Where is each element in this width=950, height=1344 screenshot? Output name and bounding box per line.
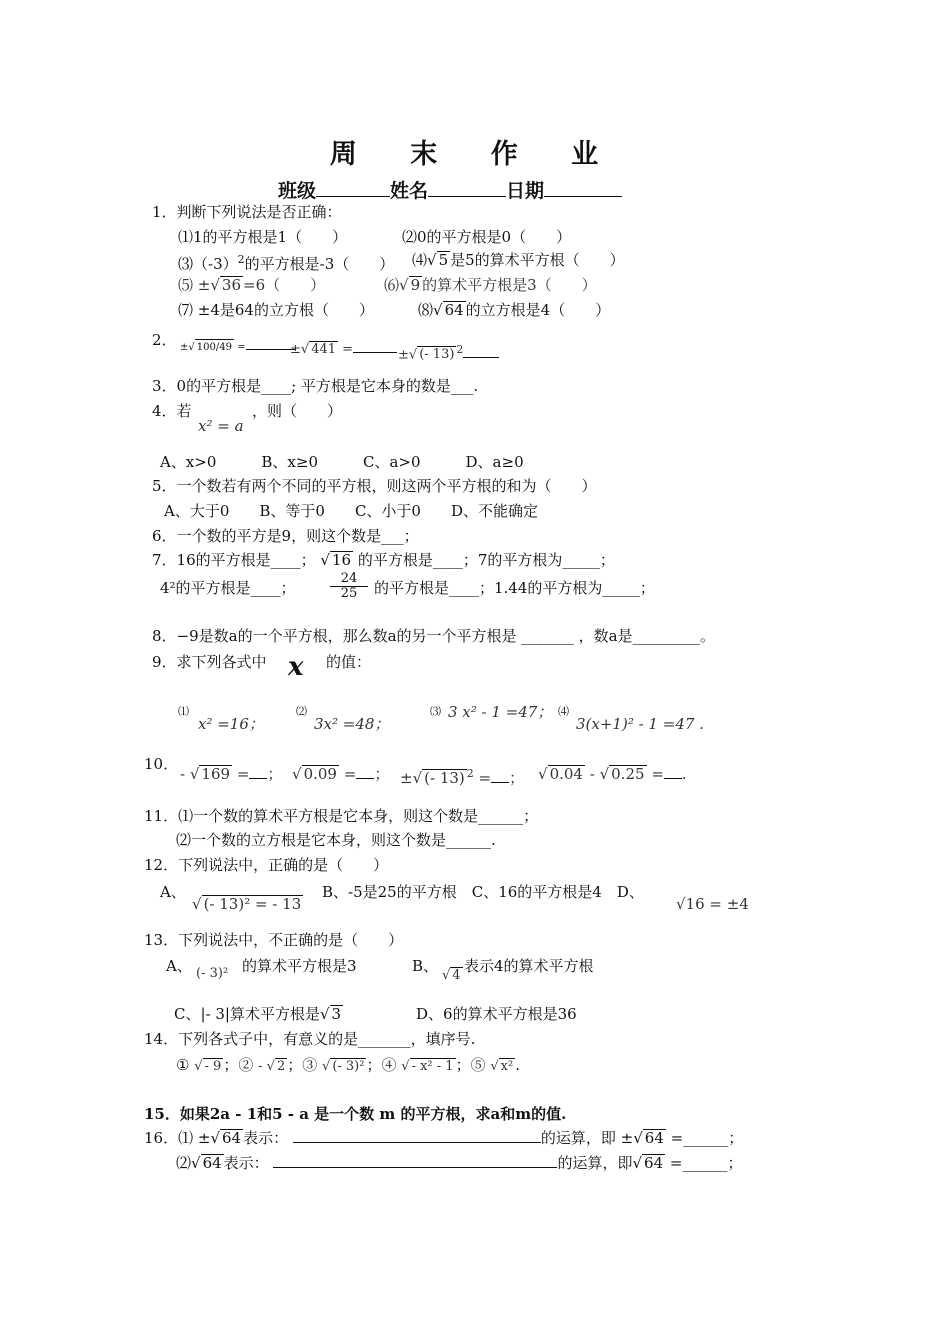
class-label: 班级 xyxy=(278,180,317,202)
q12-stem: 12．下列说法中，正确的是（ ） xyxy=(144,856,389,874)
q13-c: C、|- 3|算术平方根是√ 3 xyxy=(174,1005,342,1023)
q7-line1: 7．16的平方根是____； √ 16 的平方根是____；7的平方根为_____； xyxy=(152,551,615,569)
q16-b: ⑵√ 64 表示： 的运算，即√ 64 =______； xyxy=(176,1154,743,1172)
q3-text: 3．0的平方根是____; 平方根是它本身的数是___. xyxy=(152,377,479,395)
q5-stem: 5．一个数若有两个不同的平方根，则这两个平方根的和为（ ） xyxy=(152,477,597,495)
q11-a: 11．⑴一个数的算术平方根是它本身，则这个数是______； xyxy=(144,807,539,825)
q13-a-tail: 的算术平方根是3 xyxy=(242,957,357,975)
q14-stem: 14．下列各式子中，有意义的是_______，填序号. xyxy=(144,1030,476,1048)
q6-text: 6．一个数的平方是9，则这个数是___； xyxy=(152,527,419,545)
q1-s2: ⑵0的平方根是0（ ） xyxy=(402,228,572,246)
q1-s6: ⑹√ 9 的算术平方根是3（ ） xyxy=(384,276,597,294)
q1-s5: ⑸ ±√ 36 =6（ ） xyxy=(178,276,326,294)
q10-e2: √ 0.09 = ； xyxy=(292,765,390,783)
q14-options: ① √ - 9 ；② - √ 2 ；③ √ (- 3)² ；④ √ - x² - 1 ；⑤ √ x² . xyxy=(176,1056,520,1074)
q12-a: A、 xyxy=(160,883,186,901)
q4-stem: 4．若 xyxy=(152,402,192,420)
q1-s3: $⑶(-3)^2$的平方根是-3（ ） xyxy=(178,253,395,273)
q1-s1: ⑴1的平方根是1（ ） xyxy=(178,228,348,246)
q9-p1: ⑴ xyxy=(178,705,189,718)
q7-line2: 4²的平方根是____； xyxy=(160,579,296,597)
q4-choices: A、x>0 B、x≥0 C、a>0 D、a≥0 xyxy=(160,453,524,471)
date-label: 日期 xyxy=(506,180,545,202)
q13-d: D、6的算术平方根是36 xyxy=(416,1005,577,1023)
student-info-line xyxy=(278,176,622,203)
q9-stem: 9．求下列各式中 xyxy=(152,653,267,671)
q2-expr3: ±√ (- 13) $^2$ xyxy=(398,340,499,365)
q10-label: 10． xyxy=(144,755,179,773)
q4-then: ，则（ ） xyxy=(252,402,343,420)
q5-choices: A、大于0 B、等于0 C、小于0 D、不能确定 xyxy=(164,502,538,520)
q12-b: B、-5是25的平方根 C、16的平方根是4 D、 xyxy=(322,883,644,901)
q9-p4: ⑷ xyxy=(558,705,569,718)
q7-line2-tail: 的平方根是____；1.44的平方根为_____； xyxy=(374,579,655,597)
q12-d-expr: √16 = ±4 xyxy=(676,895,749,913)
q11-b: ⑵一个数的立方根是它本身，则这个数是______. xyxy=(176,831,496,849)
q9-p3: ⑶ xyxy=(430,705,441,718)
q9-var: x xyxy=(288,652,304,682)
q10-e1: - √ 169 = ； xyxy=(180,765,283,783)
q2-label: 2． xyxy=(152,331,177,349)
date-blank xyxy=(544,182,622,197)
name-blank xyxy=(428,182,506,197)
q1-s4: ⑷√ 5 是5的算术平方根（ ） xyxy=(412,251,625,269)
q8-text: 8．−9是数a的一个平方根，那么数a的另一个平方根是 _______ ，数a是_________。 xyxy=(152,627,716,645)
q1-stem: 1．判断下列说法是否正确： xyxy=(152,203,342,221)
q15-text: 15．如果2a - 1和5 - a 是一个数 m 的平方根，求a和m的值. xyxy=(144,1105,567,1123)
q13-stem: 13．下列说法中，不正确的是（ ） xyxy=(144,931,404,949)
class-blank xyxy=(316,182,390,197)
q9-e4: 3(x+1)² - 1 =47 . xyxy=(576,715,704,733)
q9-e1: x² =16； xyxy=(198,715,264,733)
q2-expr2: ±√ 441 = xyxy=(290,340,397,360)
q10-e4: √ 0.04 - √ 0.25 = . xyxy=(538,765,687,783)
q1-s8: ⑻√ 64 的立方根是4（ ） xyxy=(418,301,611,319)
name-label: 姓名 xyxy=(390,180,429,202)
q4-expr: x² = a xyxy=(198,417,244,435)
q16-a: 16．⑴ ±√ 64 表示： 的运算，即 ±√ 64 =______； xyxy=(144,1129,744,1147)
q9-p2: ⑵ xyxy=(296,705,307,718)
q9-e2: 3x² =48； xyxy=(314,715,390,733)
q12-a-expr: √ (- 13)² = - 13 xyxy=(192,895,302,913)
q13-a: A、 xyxy=(166,957,192,975)
q9-tail: 的值： xyxy=(326,653,372,671)
q13-b-tail: 表示4的算术平方根 xyxy=(464,957,594,975)
q10-e3: ±√ (- 13) $^2$ = ； xyxy=(400,767,525,787)
q13-a-expr: (- 3)² xyxy=(196,966,229,981)
page-title: 周 末 作 业 xyxy=(329,139,621,170)
q9-e3: 3 x² - 1 =47； xyxy=(448,703,553,721)
q1-s7: ⑺ ±4是64的立方根（ ） xyxy=(178,301,374,319)
q7-fraction: 24 25 xyxy=(312,572,368,601)
q13-b: B、 xyxy=(412,957,439,975)
q13-b-expr: √ 4 xyxy=(442,968,461,983)
q2-expr1: ±√ 100/49 = xyxy=(180,338,296,358)
